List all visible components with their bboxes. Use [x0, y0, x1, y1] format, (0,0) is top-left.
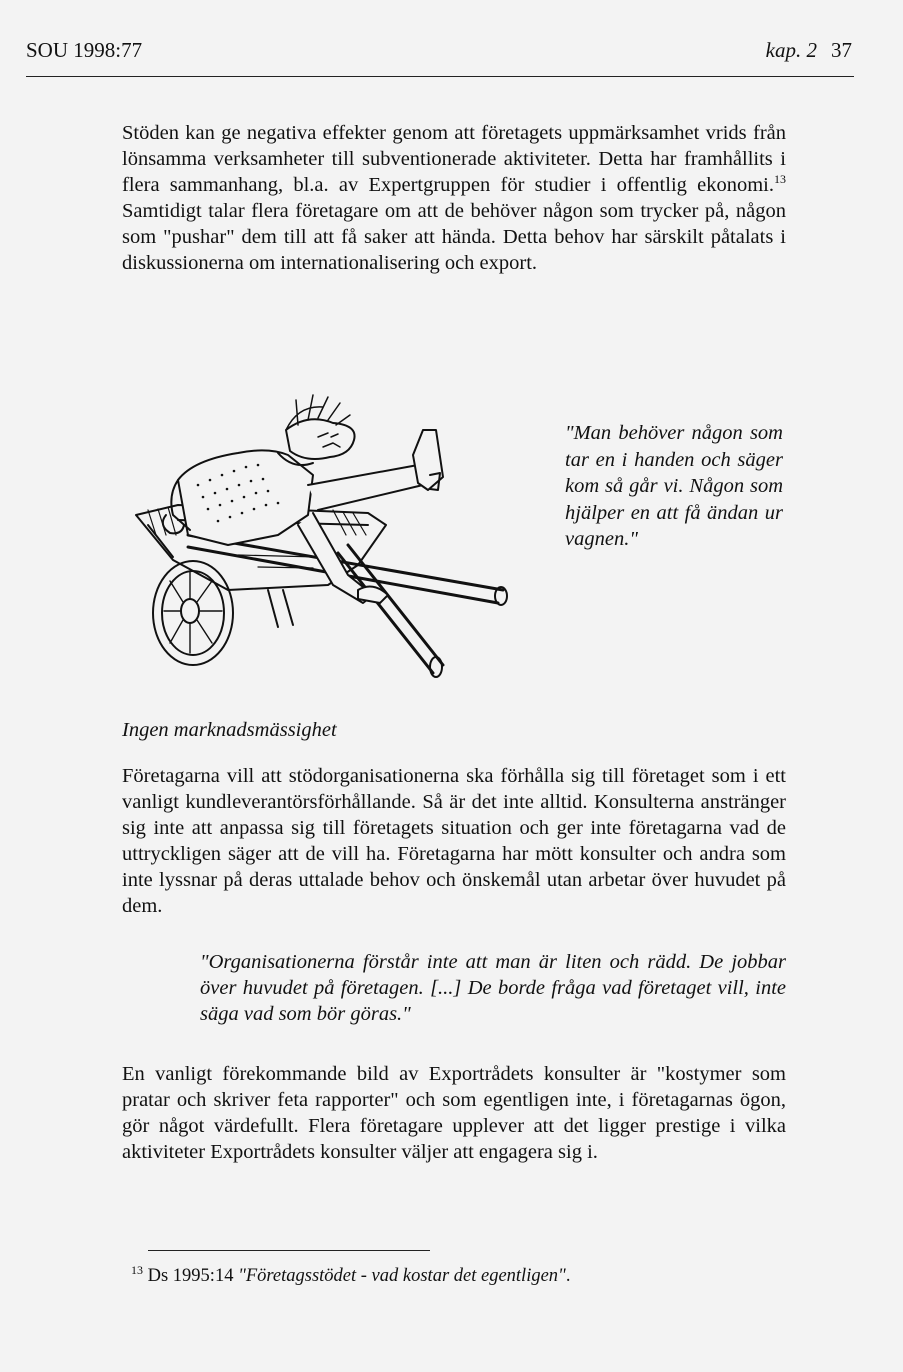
paragraph-1-text-b: Samtidigt talar flera företagare om att de behöver någon som trycker på, någon som "pushar" dem till att få saker att hända. Detta behov har särskilt påtalats i diskussionerna om internationalisering och export. — [122, 200, 786, 274]
block-quote: "Organisationerna förstår inte att man är liten och rädd. De jobbar över huvudet på företagen. [...] De borde fråga vad företaget vill, inte säga vad som bör göras." — [200, 951, 786, 1025]
footnote-end: . — [565, 1266, 571, 1286]
chapter-page-indicator — [766, 38, 852, 63]
body-paragraph-1 — [122, 120, 786, 276]
side-quote: "Man behöver någon som tar en i handen och säger kom så går vi. Någon som hjälper en att få ändan ur vagnen." — [565, 422, 783, 550]
wheelbarrow-cartoon-illustration — [118, 385, 518, 685]
footnote-source: Ds 1995:14 — [147, 1266, 239, 1286]
header-rule — [26, 76, 854, 77]
footnote-title: "Företagsstödet - vad kostar det egentligen" — [238, 1266, 566, 1286]
footnote-separator — [148, 1250, 430, 1251]
chapter-label: kap. 2 — [765, 38, 817, 62]
footnote-reference: 13 — [774, 172, 786, 187]
document-reference: SOU 1998:77 — [26, 38, 143, 62]
body-paragraph-2: Företagarna vill att stödorganisationerna ska förhålla sig till företaget som i ett vanligt kundleverantörsförhållande. Så är det inte alltid. Konsulterna anstränger sig inte att anpassa sig till företagets situation och ger inte företagarna vad de uttryckligen säger att de vill ha. Företagarna har mött konsulter och andra som inte lyssnar på deras uttalade behov och önskemål utan arbetar över huvudet på dem. — [122, 765, 786, 917]
footnote-number: 13 — [131, 1262, 143, 1277]
page-header — [26, 38, 852, 66]
section-heading: Ingen marknadsmässighet — [122, 719, 337, 741]
paragraph-1-text-a: Stöden kan ge negativa effekter genom att företagets uppmärksamhet vrids från lönsamma verksamheter till subventionerade aktiviteter. Detta har framhållits i flera sammanhang, bl.a. av Expertgruppen för studier i offentlig ekonomi. — [122, 122, 786, 196]
page-number: 37 — [831, 38, 852, 62]
body-paragraph-3: En vanligt förekommande bild av Exportrådets konsulter är "kostymer som pratar och skriver feta rapporter" och som egentligen inte, i företagarnas ögon, gör något värdefullt. Flera företagare upplever att det ligger prestige i vilka aktiviteter Exportrådets konsulter väljer att engagera sig i. — [122, 1063, 786, 1163]
footnote — [131, 1262, 571, 1287]
